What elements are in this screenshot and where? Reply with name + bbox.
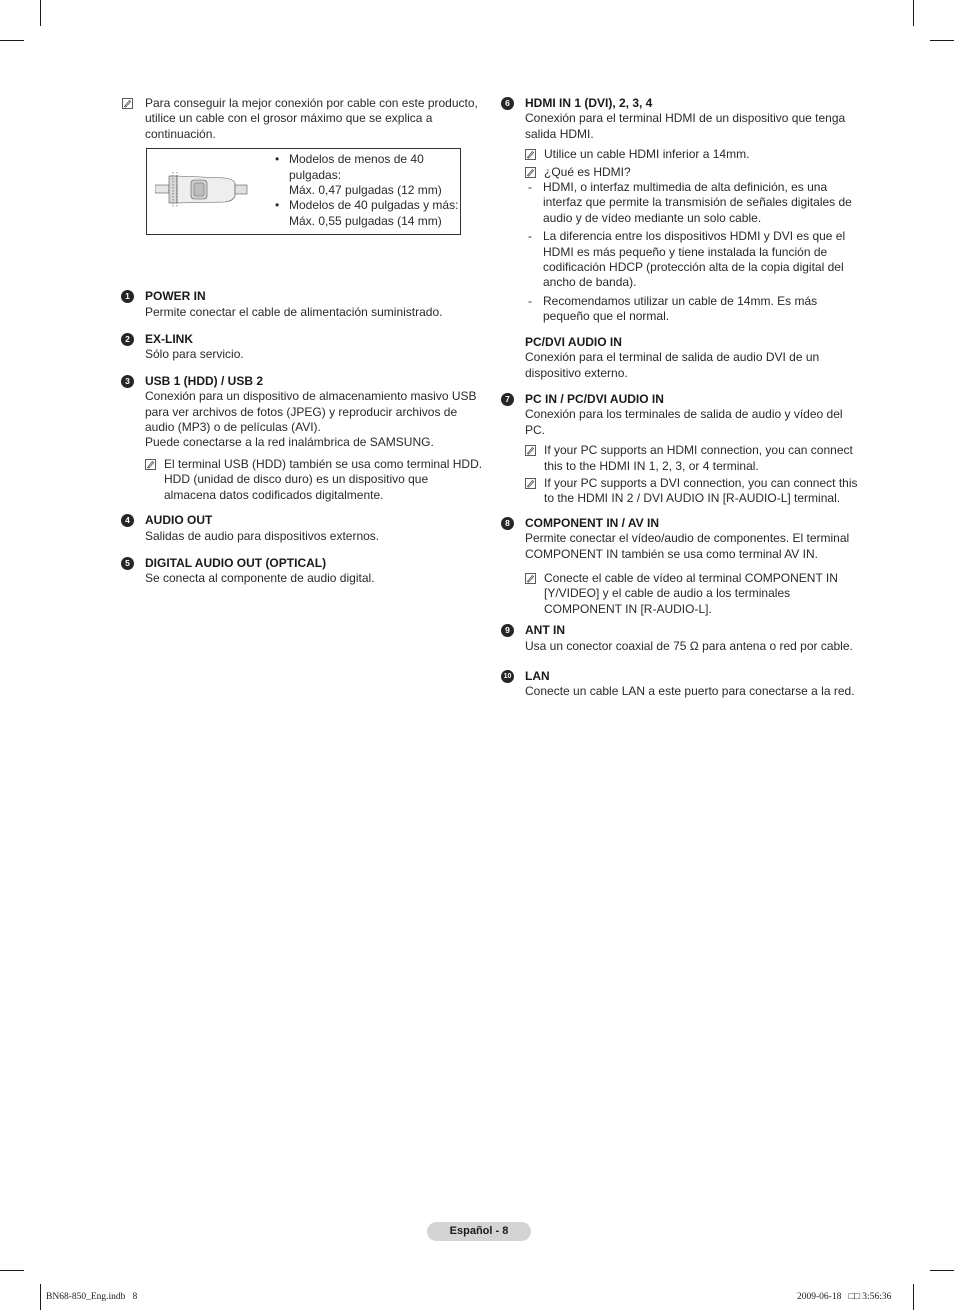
note-text: Utilice un cable HDMI inferior a 14mm. [544,147,750,162]
dash-mark: - [528,293,532,308]
dash-text: La diferencia entre los dispositivos HDMI y DVI es que el HDMI es más pequeño y tiene instalada la función de codificación HDCP (protección alta de la copia digital del ancho de banda). [543,229,846,290]
item-text: Conexión para el terminal de salida de audio DVI de un dispositivo externo. [525,350,820,380]
pc-dvi-audio-block [498,335,858,381]
note-pencil-icon [525,149,536,160]
item-title: COMPONENT IN / AV IN [525,515,660,530]
note-text: If your PC supports a DVI connection, you can connect this to the HDMI IN 2 / DVI AUDIO IN [R-AUDIO-L] terminal. [544,475,858,506]
spec-line: Modelos de 40 pulgadas y más: [289,198,459,213]
item-text: Conecte un cable LAN a este puerto para conectarse a la red. [525,684,855,699]
item-text: Puede conectarse a la red inalámbrica de SAMSUNG. [145,435,434,450]
port-item-lan [498,669,858,700]
pc-note [525,476,858,507]
port-item-ant-in [498,623,858,654]
spec-line: Modelos de menos de 40 pulgadas: [289,152,424,182]
crop-mark [930,40,954,41]
item-text: Conexión para el terminal HDMI de un dispositivo que tenga salida HDMI. [525,111,846,141]
crop-mark [0,40,24,41]
number-badge: 2 [121,333,134,346]
number-badge: 7 [501,393,514,406]
hdmi-dash-item [498,180,858,226]
note-text: El terminal USB (HDD) también se usa como terminal HDD. HDD (unidad de disco duro) es un dispositivo que almacena datos codificados digitalmente. [164,456,483,502]
cable-spec-list [275,152,465,229]
number-badge: 6 [501,97,514,110]
port-item-component-in [498,516,858,617]
port-item-usb [118,374,483,503]
hdmi-dash-item [498,229,858,291]
number-badge: 8 [501,517,514,530]
port-item-hdmi-in [498,96,858,180]
crop-mark [40,0,41,26]
number-badge: 4 [121,514,134,527]
item-text: Salidas de audio para dispositivos externos. [145,528,380,543]
note-text: Para conseguir la mejor conexión por cable con este producto, utilice un cable con el grosor máximo que se explica a continuación. [145,96,478,141]
dash-mark: - [528,229,532,244]
dash-mark: - [528,180,532,195]
item-title: LAN [525,669,550,683]
item-text: Sólo para servicio. [145,347,244,362]
note-pencil-icon [525,573,536,584]
number-badge: 5 [121,557,134,570]
page-number-label: Español - 8 [427,1222,531,1241]
crop-mark [913,0,914,26]
spec-line: Máx. 0,55 pulgadas (14 mm) [289,213,442,228]
note-text: ¿Qué es HDMI? [544,164,631,179]
crop-mark [0,1270,24,1271]
crop-mark [40,1284,41,1310]
number-badge: 3 [121,375,134,388]
port-item-digital-audio-out [118,556,483,587]
cable-spec-item [275,152,465,198]
port-item-ex-link [118,332,483,363]
bullet: • [275,152,280,167]
item-title: PC IN / PC/DVI AUDIO IN [525,391,664,406]
item-text: Conexión para un dispositivo de almacenamiento masivo USB para ver archivos de fotos (JPEG) y reproducir archivos de audio (MP3) o de películas (AVI). [145,389,477,435]
number-badge: 10 [501,670,514,683]
port-item-power-in [118,289,483,320]
spec-line: Máx. 0,47 pulgadas (12 mm) [289,183,442,198]
note-text: Conecte el cable de vídeo al terminal COMPONENT IN [Y/VIDEO] y el cable de audio a los terminales COMPONENT IN [R-AUDIO-L]. [544,570,838,616]
note-pencil-icon [525,445,536,456]
hdmi-note [525,147,858,162]
cable-thickness-note [118,96,483,142]
note-pencil-icon [525,167,536,178]
port-item-pc-in [498,392,858,507]
item-title: AUDIO OUT [145,513,213,528]
hdmi-cable-icon [155,171,255,209]
crop-mark [930,1270,954,1271]
item-title: DIGITAL AUDIO OUT (OPTICAL) [145,555,327,570]
item-text: Conexión para los terminales de salida de audio y vídeo del PC. [525,407,843,437]
note-pencil-icon [525,478,536,489]
item-title: EX-LINK [145,332,193,347]
item-title: POWER IN [145,289,206,304]
item-text: Permite conectar el vídeo/audio de componentes. El terminal COMPONENT IN también se usa como terminal AV IN. [525,531,850,561]
bullet: • [275,198,280,213]
right-column [498,96,858,700]
cable-spec-item [275,198,465,229]
crop-mark [913,1284,914,1310]
item-title: PC/DVI AUDIO IN [525,334,622,349]
item-title: USB 1 (HDD) / USB 2 [145,373,264,388]
component-note [525,571,858,617]
left-column [118,96,483,587]
dash-text: Recomendamos utilizar un cable de 14mm. Es más pequeño que el normal. [543,293,818,324]
dash-text: HDMI, o interfaz multimedia de alta definición, es una interfaz que permite la transmisión de señales digitales de audio y de vídeo mediante un solo cable. [543,180,852,225]
item-text: Usa un conector coaxial de 75 Ω para antena o red por cable. [525,638,853,653]
item-title: HDMI IN 1 (DVI), 2, 3, 4 [525,96,653,110]
pc-note [525,443,858,474]
number-badge: 1 [121,290,134,303]
port-item-audio-out [118,513,483,544]
print-timestamp: 2009-06-18 □□ 3:56:36 [797,1292,892,1302]
print-file-info: BN68-850_Eng.indb 8 [46,1292,138,1302]
usb-note [145,457,483,503]
note-pencil-icon [145,459,156,470]
number-badge: 9 [501,624,514,637]
item-title: ANT IN [525,623,565,638]
item-text: Permite conectar el cable de alimentación suministrado. [145,304,443,319]
note-text: If your PC supports an HDMI connection, you can connect this to the HDMI IN 1, 2, 3, or 4 terminal. [544,443,853,473]
hdmi-dash-item [498,294,833,325]
cable-figure-box [146,148,461,235]
hdmi-note [525,165,858,180]
item-text: Se conecta al componente de audio digital. [145,571,375,586]
note-pencil-icon [122,98,133,109]
